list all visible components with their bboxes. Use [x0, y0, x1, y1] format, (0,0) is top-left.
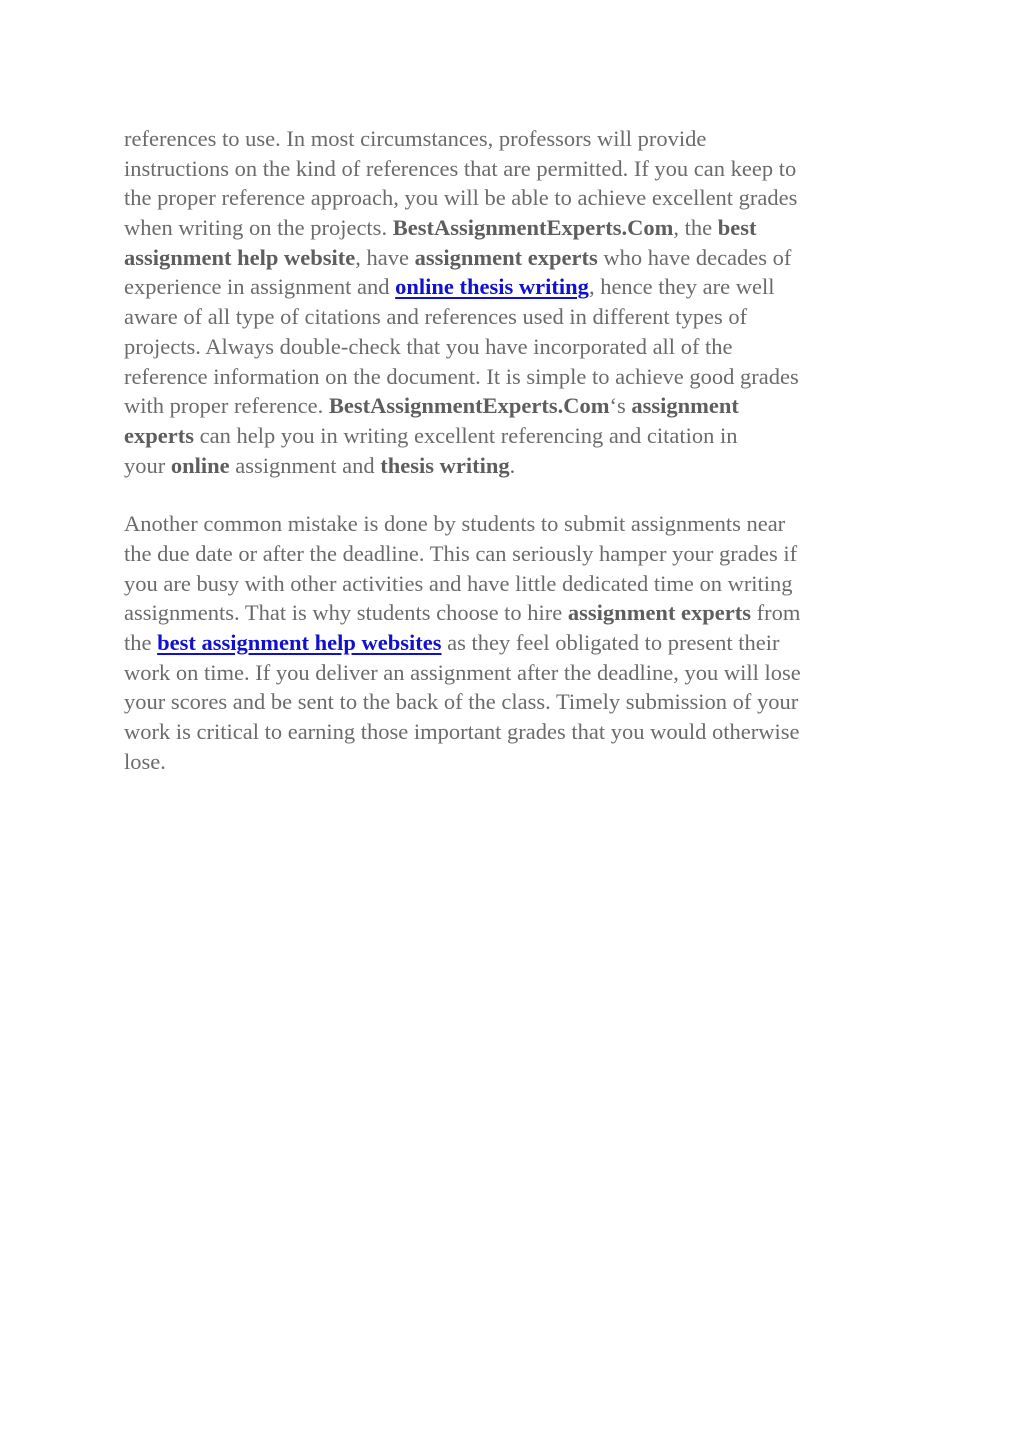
- text-run: the: [124, 630, 158, 655]
- online-thesis-writing-link[interactable]: online thesis writing: [395, 274, 589, 300]
- text-run: when writing on the projects.: [124, 215, 393, 241]
- bold-phrase: assignment experts: [567, 600, 752, 626]
- bold-brand-name: BestAssignmentExperts.Com: [392, 215, 674, 241]
- text-run: ‘s: [609, 393, 632, 419]
- text-line: [124, 628, 904, 658]
- text-line: work on time. If you deliver an assignment after the deadline, you will lose: [124, 659, 801, 685]
- text-line: [124, 598, 904, 628]
- bold-phrase: assignment: [631, 393, 739, 419]
- text-run: can help you in writing excellent referencing and citation in: [193, 422, 738, 448]
- text-line: references to use. In most circumstances, professors will provide: [124, 126, 707, 151]
- bold-phrase: best: [717, 215, 757, 241]
- text-run: assignment and: [229, 452, 381, 478]
- text-line: work is critical to earning those important grades that you would otherwise: [124, 719, 800, 745]
- text-run: , hence they are well: [588, 274, 775, 300]
- text-line: the proper reference approach, you will be able to achieve excellent grades: [124, 185, 798, 211]
- bold-brand-name: BestAssignmentExperts.Com: [328, 393, 610, 419]
- bold-phrase: thesis writing: [380, 452, 510, 478]
- text-run: , the: [673, 215, 718, 241]
- text-run: experience in assignment and: [124, 274, 396, 300]
- bold-phrase: assignment experts: [414, 244, 598, 270]
- best-assignment-help-websites-link[interactable]: best assignment help websites: [157, 630, 442, 655]
- text-line: [124, 272, 904, 302]
- text-line: [124, 243, 904, 273]
- text-line: Another common mistake is done by students to submit assignments near: [124, 511, 786, 537]
- text-run: assignments. That is why students choose to hire: [124, 600, 568, 626]
- text-run: your: [124, 452, 171, 478]
- text-line: projects. Always double-check that you have incorporated all of the: [124, 333, 733, 359]
- text-line: instructions on the kind of references that are permitted. If you can keep to: [124, 155, 797, 181]
- text-run: with proper reference.: [124, 393, 329, 419]
- text-line: the due date or after the deadline. This can seriously hamper your grades if: [124, 540, 798, 566]
- text-line: reference information on the document. It is simple to achieve good grades: [124, 363, 799, 389]
- text-line: lose.: [124, 748, 166, 774]
- text-line: you are busy with other activities and have little dedicated time on writing: [124, 570, 793, 596]
- paragraph-deadlines: [124, 509, 904, 776]
- text-line: [124, 391, 904, 421]
- text-run: as they feel obligated to present their: [441, 630, 780, 655]
- text-line: aware of all type of citations and references used in different types of: [124, 304, 748, 330]
- document-body: [124, 124, 904, 776]
- text-line: [124, 451, 904, 481]
- text-run: from: [751, 600, 801, 626]
- bold-phrase: online: [170, 452, 230, 478]
- text-run: .: [509, 452, 516, 478]
- text-line: your scores and be sent to the back of the class. Timely submission of your: [124, 689, 799, 715]
- text-line: [124, 421, 904, 451]
- text-run: who have decades of: [597, 244, 792, 270]
- bold-phrase: assignment help website: [124, 244, 356, 270]
- text-run: , have: [355, 244, 415, 270]
- paragraph-references: [124, 124, 904, 480]
- text-line: [124, 213, 904, 243]
- bold-phrase: experts: [124, 422, 194, 448]
